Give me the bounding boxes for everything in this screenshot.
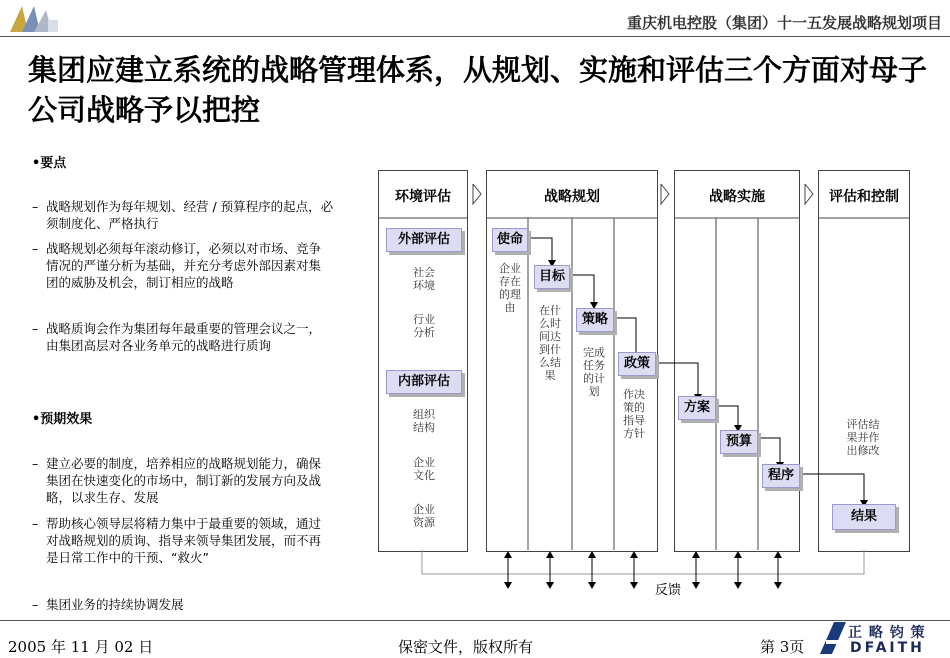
goal-tag: 目标 [534, 265, 570, 289]
strategy-description: 完成任务的计划 [583, 346, 605, 398]
effect-3: – 集团业务的持续协调发展 [32, 597, 184, 612]
footer-page-number: 第 3页 [760, 638, 805, 656]
effect-2: – 帮助核心领导层将精力集中于最重要的领域，通过对战略规划的质询、指导来领导集团发展，而不再是日常工作中的干预、“救火” [32, 516, 322, 565]
key-points-heading: •要点 [32, 156, 67, 171]
project-title: 重庆机电控股（集团）十一五发展战略规划项目 [626, 14, 942, 32]
goal-description: 在什么时间达到什么结果 [539, 304, 561, 382]
feedback-label: 反馈 [654, 583, 681, 598]
strategy-tag: 策略 [576, 308, 614, 332]
mission-description: 企业存在的理由 [499, 262, 521, 314]
external-assessment-tag: 外部评估 [386, 228, 462, 252]
effects-heading: •预期效果 [32, 412, 93, 427]
strategy-management-diagram [376, 168, 916, 608]
evaluation-description: 评估结 果并作 出修改 [846, 418, 880, 457]
footer-divider [0, 620, 950, 621]
key-point-2: – 战略规划必须每年滚动修订，必须以对市场、竞争情况的严谨分析为基础，并充分考虑外部因素对集团的威胁及机会，制订相应的战略 [32, 241, 322, 290]
item-corporate-culture: 企业 文化 [413, 456, 435, 482]
policy-description: 作决策的指导方针 [623, 388, 645, 440]
key-point-3: – 战略质询会作为集团每年最重要的管理会议之一，由集团高层对各业务单元的战略进行质询 [32, 321, 322, 353]
head-evaluation: 评估和控制 [829, 189, 899, 205]
brand-logo-icon [818, 620, 848, 656]
result-tag: 结果 [832, 504, 896, 530]
footer-date: 2005 年 11 月 02 日 [8, 638, 154, 656]
brand-name-cn: 正 略 钧 策 [848, 625, 926, 641]
mission-tag: 使命 [492, 228, 528, 252]
procedure-tag: 程序 [762, 464, 800, 488]
internal-assessment-tag: 内部评估 [386, 370, 462, 394]
item-corporate-resources: 企业 资源 [413, 503, 435, 529]
budget-tag: 预算 [720, 430, 758, 454]
head-planning: 战略规划 [544, 189, 600, 205]
header-divider [0, 36, 950, 37]
effect-1: – 建立必要的制度，培养相应的战略规划能力，确保集团在快速变化的市场中，制订新的发展方向及战略，以求生存、发展 [32, 456, 322, 505]
head-environment: 环境评估 [395, 189, 451, 205]
key-point-1: – 战略规划作为每年规划、经营 / 预算程序的起点，必须制度化、严格执行 [32, 199, 334, 231]
company-logo [8, 2, 60, 34]
item-social-environment: 社会 环境 [413, 266, 435, 292]
footer-confidential: 保密文件，版权所有 [398, 638, 534, 656]
brand-name-en: DFAITH [850, 640, 925, 656]
item-industry-analysis: 行业 分析 [413, 313, 435, 339]
item-organization-structure: 组织 结构 [413, 408, 435, 434]
page-title: 集团应建立系统的战略管理体系，从规划、实施和评估三个方面对母子公司战略予以把控 [28, 53, 928, 127]
policy-tag: 政策 [618, 352, 656, 376]
head-implementation: 战略实施 [709, 189, 765, 205]
plan-tag: 方案 [678, 396, 716, 420]
